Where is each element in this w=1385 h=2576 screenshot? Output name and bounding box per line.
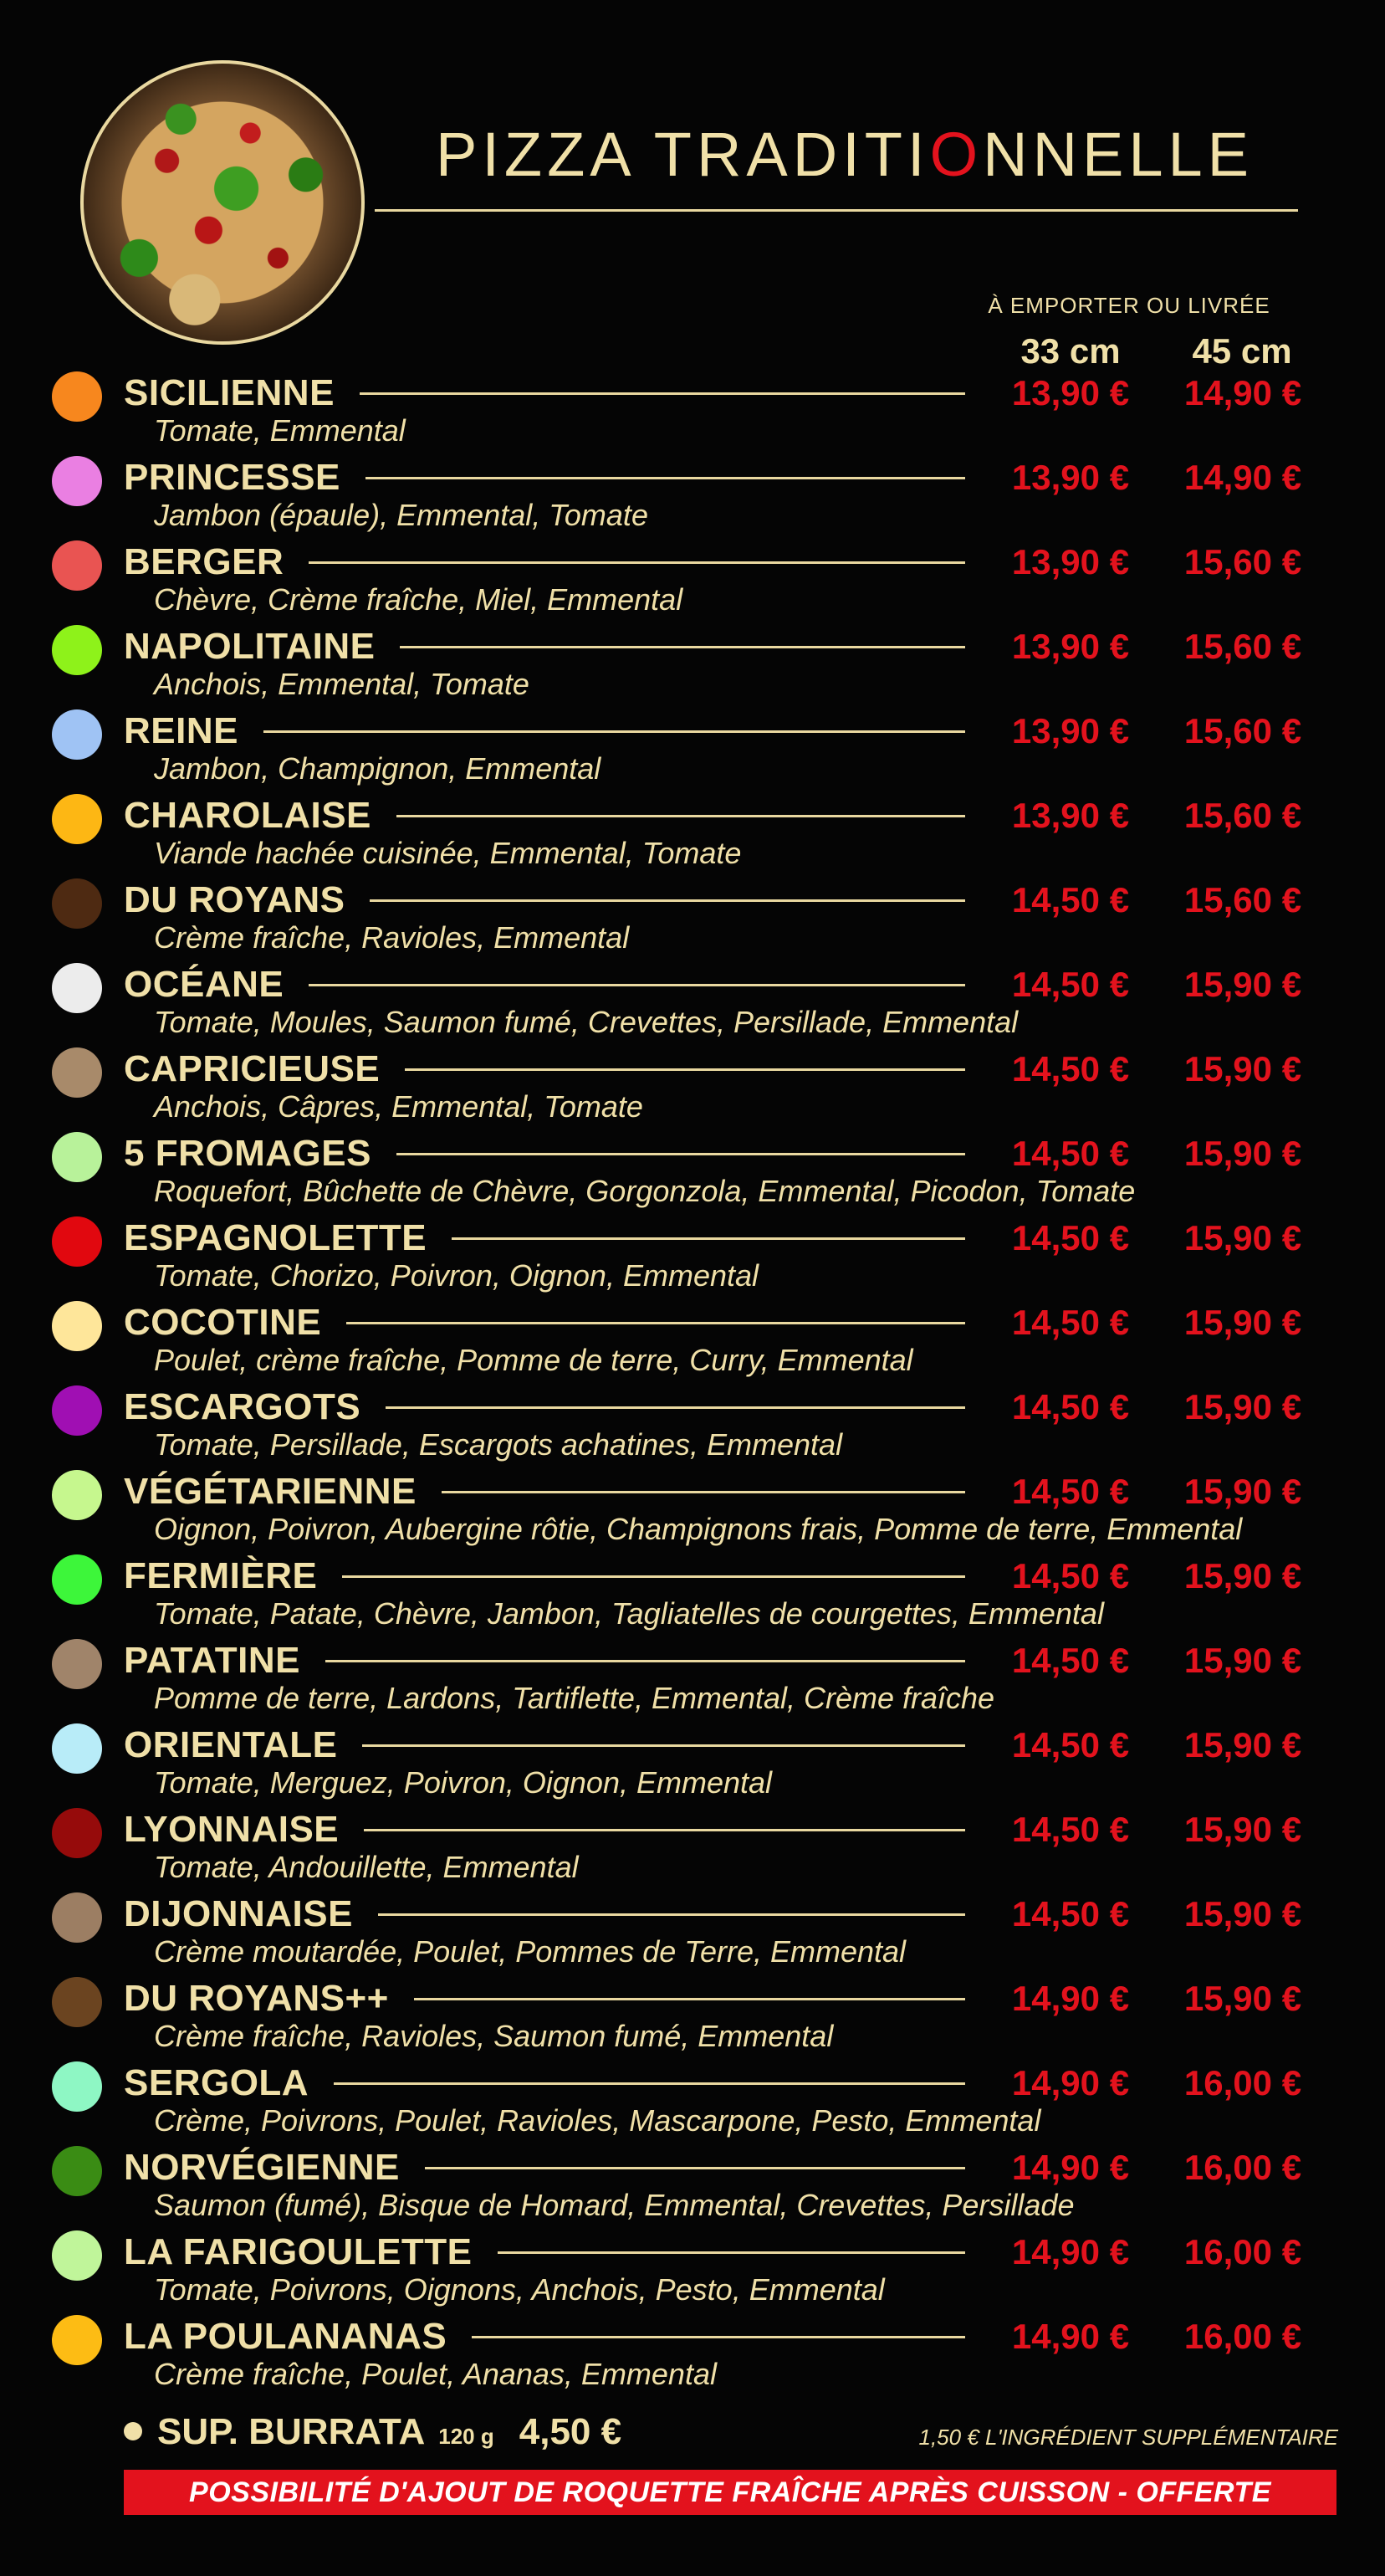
leader-line <box>400 646 965 648</box>
menu-item <box>0 1549 1385 1634</box>
pizza-ingredients: Crème fraîche, Poulet, Ananas, Emmental <box>154 2357 717 2391</box>
pizza-ingredients: Anchois, Câpres, Emmental, Tomate <box>154 1089 643 1124</box>
color-dot-icon <box>52 540 102 591</box>
price-45cm: 15,90 € <box>1183 1303 1302 1342</box>
price-33cm: 13,90 € <box>1011 627 1130 666</box>
pizza-name: COCOTINE <box>124 1302 322 1343</box>
pizza-ingredients: Tomate, Moules, Saumon fumé, Crevettes, Persillade, Emmental <box>154 1005 1019 1039</box>
price-45cm: 15,90 € <box>1183 1979 1302 2018</box>
price-33cm: 14,90 € <box>1011 2317 1130 2356</box>
price-33cm: 14,50 € <box>1011 880 1130 919</box>
price-45cm: 14,90 € <box>1183 458 1302 497</box>
pizza-ingredients: Oignon, Poivron, Aubergine rôtie, Champignons frais, Pomme de terre, Emmental <box>154 1512 1243 1546</box>
color-dot-icon <box>52 2315 102 2365</box>
menu-item <box>0 704 1385 789</box>
price-45cm: 15,60 € <box>1183 542 1302 581</box>
price-33cm: 14,50 € <box>1011 1641 1130 1680</box>
pizza-name: CAPRICIEUSE <box>124 1048 381 1089</box>
name-line <box>124 2225 965 2279</box>
price-45cm: 15,60 € <box>1183 880 1302 919</box>
name-line <box>124 1380 965 1434</box>
pizza-ingredients: Crème moutardée, Poulet, Pommes de Terre, Emmental <box>154 1934 907 1969</box>
leader-line <box>396 815 965 817</box>
price-33cm: 14,50 € <box>1011 965 1130 1004</box>
color-dot-icon <box>52 794 102 844</box>
supplement-weight: 120 g <box>438 2424 494 2449</box>
banner-text: POSSIBILITÉ D'AJOUT DE ROQUETTE FRAÎCHE APRÈS CUISSON - OFFERTE <box>189 2476 1271 2508</box>
color-dot-icon <box>52 1385 102 1436</box>
supplement-price: 4,50 € <box>519 2411 622 2452</box>
color-dot-icon <box>52 1301 102 1351</box>
color-dot-icon <box>52 2061 102 2112</box>
name-line <box>124 958 965 1011</box>
price-33cm: 14,90 € <box>1011 2063 1130 2102</box>
menu-item <box>0 1296 1385 1380</box>
color-dot-icon <box>52 1470 102 1520</box>
leader-line <box>309 984 965 986</box>
menu-item <box>0 1211 1385 1296</box>
name-line <box>124 366 965 420</box>
price-33cm: 13,90 € <box>1011 373 1130 412</box>
price-45cm: 15,90 € <box>1183 1556 1302 1595</box>
name-line <box>124 451 965 504</box>
color-dot-icon <box>52 1639 102 1689</box>
pizza-ingredients: Tomate, Chorizo, Poivron, Oignon, Emmental <box>154 1258 759 1293</box>
name-line <box>124 1887 965 1941</box>
color-dot-icon <box>52 1132 102 1182</box>
price-33cm: 14,90 € <box>1011 2232 1130 2271</box>
pizza-ingredients: Crème fraîche, Ravioles, Emmental <box>154 920 630 955</box>
name-line <box>124 1972 965 2025</box>
name-line <box>124 1634 965 1687</box>
leader-line <box>362 1744 965 1747</box>
leader-line <box>370 899 965 902</box>
pizza-name: CHAROLAISE <box>124 795 371 836</box>
menu-item <box>0 1042 1385 1127</box>
price-45cm: 15,90 € <box>1183 1641 1302 1680</box>
leader-line <box>360 392 965 395</box>
color-dot-icon <box>52 1892 102 1943</box>
pizza-name: SERGOLA <box>124 2062 309 2103</box>
price-33cm: 13,90 € <box>1011 796 1130 835</box>
pizza-ingredients: Crème, Poivrons, Poulet, Ravioles, Mascarpone, Pesto, Emmental <box>154 2103 1041 2138</box>
pizza-ingredients: Tomate, Emmental <box>154 413 406 448</box>
extra-ingredient-note: 1,50 € L'INGRÉDIENT SUPPLÉMENTAIRE <box>918 2425 1338 2450</box>
color-dot-icon <box>52 963 102 1013</box>
price-45cm: 16,00 € <box>1183 2063 1302 2102</box>
price-33cm: 14,50 € <box>1011 1894 1130 1933</box>
price-33cm: 14,50 € <box>1011 1556 1130 1595</box>
pizza-name: VÉGÉTARIENNE <box>124 1471 417 1512</box>
price-33cm: 14,50 € <box>1011 1218 1130 1257</box>
leader-line <box>498 2251 965 2254</box>
pizza-ingredients: Tomate, Poivrons, Oignons, Anchois, Pesto, Emmental <box>154 2272 885 2307</box>
color-dot-icon <box>52 1723 102 1774</box>
price-33cm: 14,90 € <box>1011 2148 1130 2187</box>
color-dot-icon <box>52 1554 102 1605</box>
menu-item <box>0 1127 1385 1211</box>
leader-line <box>342 1575 965 1578</box>
menu-item <box>0 2056 1385 2141</box>
pizza-name: OCÉANE <box>124 964 284 1005</box>
leader-line <box>425 2167 965 2169</box>
name-line <box>124 704 965 758</box>
menu-item <box>0 620 1385 704</box>
supplement-label: SUP. BURRATA <box>157 2411 426 2452</box>
pizza-ingredients: Saumon (fumé), Bisque de Homard, Emmental, Crevettes, Persillade <box>154 2188 1075 2222</box>
title-end: NNELLE <box>983 120 1255 189</box>
pizza-name: ESPAGNOLETTE <box>124 1217 427 1258</box>
name-line <box>124 1718 965 1772</box>
price-33cm: 14,90 € <box>1011 1979 1130 2018</box>
pizza-ingredients: Tomate, Persillade, Escargots achatines, Emmental <box>154 1427 843 1462</box>
price-45cm: 15,60 € <box>1183 796 1302 835</box>
pizza-list <box>0 366 1385 2394</box>
price-33cm: 14,50 € <box>1011 1387 1130 1426</box>
price-33cm: 13,90 € <box>1011 711 1130 750</box>
color-dot-icon <box>52 2146 102 2196</box>
pizza-name: LA FARIGOULETTE <box>124 2231 473 2272</box>
price-33cm: 13,90 € <box>1011 542 1130 581</box>
leader-line <box>472 2336 965 2338</box>
pizza-ingredients: Poulet, crème fraîche, Pomme de terre, Curry, Emmental <box>154 1343 913 1377</box>
name-line <box>124 1211 965 1265</box>
pizza-name: FERMIÈRE <box>124 1555 318 1596</box>
price-45cm: 16,00 € <box>1183 2232 1302 2271</box>
menu-item <box>0 535 1385 620</box>
name-line <box>124 2310 965 2363</box>
leader-line <box>405 1068 965 1071</box>
leader-line <box>309 561 965 564</box>
pizza-ingredients: Tomate, Merguez, Poivron, Oignon, Emmental <box>154 1765 773 1800</box>
title-accent-letter: O <box>929 120 984 189</box>
name-line <box>124 1549 965 1603</box>
price-45cm: 15,90 € <box>1183 1387 1302 1426</box>
menu-item <box>0 1718 1385 1803</box>
size-header-45: 45 cm <box>1192 331 1292 371</box>
pizza-ingredients: Viande hachée cuisinée, Emmental, Tomate <box>154 836 742 870</box>
pizza-ingredients: Tomate, Patate, Chèvre, Jambon, Tagliatelles de courgettes, Emmental <box>154 1596 1104 1631</box>
pizza-ingredients: Jambon (épaule), Emmental, Tomate <box>154 498 648 532</box>
pizza-name: SICILIENNE <box>124 372 335 413</box>
pizza-name: PATATINE <box>124 1640 300 1681</box>
title-start: PIZZA TRADITI <box>435 120 930 189</box>
menu-item <box>0 366 1385 451</box>
price-33cm: 13,90 € <box>1011 458 1130 497</box>
leader-line <box>452 1237 965 1240</box>
name-line <box>124 1042 965 1096</box>
menu-item <box>0 451 1385 535</box>
name-line <box>124 1296 965 1349</box>
pizza-name: ESCARGOTS <box>124 1386 361 1427</box>
color-dot-icon <box>52 456 102 506</box>
takeaway-note: À EMPORTER OU LIVRÉE <box>988 293 1270 318</box>
leader-line <box>378 1913 965 1916</box>
price-45cm: 15,90 € <box>1183 1810 1302 1849</box>
color-dot-icon <box>52 878 102 929</box>
pizza-name: NAPOLITAINE <box>124 626 376 667</box>
pizza-name: LYONNAISE <box>124 1809 340 1850</box>
price-45cm: 15,90 € <box>1183 1725 1302 1764</box>
name-line <box>124 1803 965 1856</box>
leader-line <box>365 477 965 479</box>
supplement-burrata <box>124 2411 621 2453</box>
color-dot-icon <box>52 1808 102 1858</box>
menu-item <box>0 2310 1385 2394</box>
price-45cm: 15,90 € <box>1183 1894 1302 1933</box>
price-45cm: 15,90 € <box>1183 965 1302 1004</box>
leader-line <box>414 1998 965 2000</box>
color-dot-icon <box>52 709 102 760</box>
name-line <box>124 1465 965 1518</box>
title-underline <box>375 209 1298 212</box>
name-line <box>124 620 965 673</box>
pizza-name: ORIENTALE <box>124 1724 338 1765</box>
price-33cm: 14,50 € <box>1011 1049 1130 1088</box>
pizza-name: LA POULANANAS <box>124 2316 447 2357</box>
price-33cm: 14,50 € <box>1011 1134 1130 1173</box>
price-45cm: 14,90 € <box>1183 373 1302 412</box>
pizza-ingredients: Tomate, Andouillette, Emmental <box>154 1850 579 1884</box>
name-line <box>124 2141 965 2194</box>
price-45cm: 15,90 € <box>1183 1049 1302 1088</box>
pizza-photo <box>80 60 365 345</box>
price-45cm: 16,00 € <box>1183 2317 1302 2356</box>
pizza-name: REINE <box>124 710 238 751</box>
color-dot-icon <box>52 371 102 422</box>
menu-item <box>0 1972 1385 2056</box>
pizza-ingredients: Roquefort, Bûchette de Chèvre, Gorgonzola, Emmental, Picodon, Tomate <box>154 1174 1136 1208</box>
leader-line <box>263 730 965 733</box>
menu-item <box>0 789 1385 873</box>
name-line <box>124 1127 965 1180</box>
price-45cm: 15,60 € <box>1183 627 1302 666</box>
pizza-ingredients: Anchois, Emmental, Tomate <box>154 667 529 701</box>
price-33cm: 14,50 € <box>1011 1472 1130 1511</box>
price-45cm: 15,90 € <box>1183 1472 1302 1511</box>
color-dot-icon <box>52 2230 102 2281</box>
pizza-name: PRINCESSE <box>124 457 340 498</box>
name-line <box>124 873 965 927</box>
price-45cm: 16,00 € <box>1183 2148 1302 2187</box>
pizza-name: NORVÉGIENNE <box>124 2147 400 2188</box>
menu-item <box>0 2141 1385 2225</box>
pizza-ingredients: Crème fraîche, Ravioles, Saumon fumé, Emmental <box>154 2019 834 2053</box>
pizza-name: DIJONNAISE <box>124 1893 353 1934</box>
menu-item <box>0 1887 1385 1972</box>
menu-item <box>0 958 1385 1042</box>
menu-item <box>0 1380 1385 1465</box>
leader-line <box>346 1322 965 1324</box>
leader-line <box>396 1153 965 1155</box>
roquette-banner <box>124 2470 1336 2515</box>
leader-line <box>325 1660 965 1662</box>
pizza-name: 5 FROMAGES <box>124 1133 371 1174</box>
name-line <box>124 789 965 842</box>
pizza-ingredients: Jambon, Champignon, Emmental <box>154 751 601 786</box>
color-dot-icon <box>52 625 102 675</box>
pizza-name: DU ROYANS++ <box>124 1978 389 2019</box>
size-header-33: 33 cm <box>1020 331 1121 371</box>
name-line <box>124 535 965 589</box>
price-45cm: 15,90 € <box>1183 1134 1302 1173</box>
color-dot-icon <box>52 1047 102 1098</box>
color-dot-icon <box>52 1977 102 2027</box>
pizza-ingredients: Pomme de terre, Lardons, Tartiflette, Emmental, Crème fraîche <box>154 1681 995 1715</box>
pizza-ingredients: Chèvre, Crème fraîche, Miel, Emmental <box>154 582 683 617</box>
menu-item <box>0 1803 1385 1887</box>
menu-item <box>0 2225 1385 2310</box>
price-33cm: 14,50 € <box>1011 1725 1130 1764</box>
bullet-icon <box>124 2422 142 2440</box>
leader-line <box>334 2082 965 2085</box>
page-title <box>368 120 1321 189</box>
color-dot-icon <box>52 1216 102 1267</box>
name-line <box>124 2056 965 2110</box>
pizza-name: BERGER <box>124 541 284 582</box>
leader-line <box>386 1406 965 1409</box>
menu-item <box>0 1634 1385 1718</box>
pizza-name: DU ROYANS <box>124 879 345 920</box>
price-33cm: 14,50 € <box>1011 1303 1130 1342</box>
price-45cm: 15,90 € <box>1183 1218 1302 1257</box>
leader-line <box>364 1829 965 1831</box>
price-45cm: 15,60 € <box>1183 711 1302 750</box>
menu-item <box>0 873 1385 958</box>
menu-item <box>0 1465 1385 1549</box>
price-33cm: 14,50 € <box>1011 1810 1130 1849</box>
leader-line <box>442 1491 965 1493</box>
